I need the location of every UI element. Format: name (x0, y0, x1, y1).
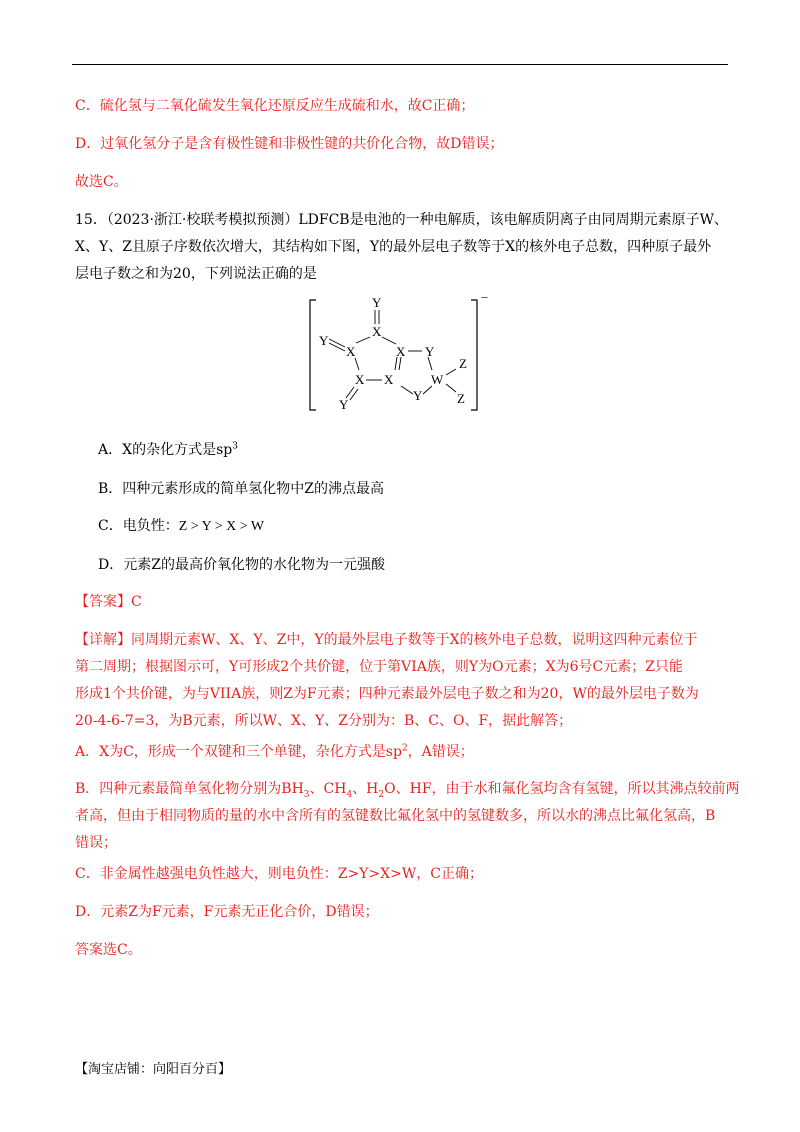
atom-y-ring-right: Y (425, 344, 435, 359)
explanation-option-b-line-3: 错误； (75, 835, 117, 851)
left-bracket (310, 300, 316, 410)
atom-z-upper: Z (459, 356, 467, 371)
atom-y-bottom-left: Y (339, 397, 349, 412)
prev-option-d-analysis: D．过氧化氢分子是含有极性键和非极性键的共价化合物，故D错误； (75, 136, 504, 152)
option-b: B．四种元素形成的简单氢化物中Z的沸点最高 (98, 481, 385, 497)
explanation-option-d: D．元素Z为F元素，F元素无正化合价，D错误； (75, 904, 379, 920)
header-rule (72, 64, 728, 65)
atom-x-right: X (396, 344, 406, 359)
atom-y-top: Y (372, 295, 382, 310)
explanation-line-2: 第二周期；根据图示可，Y可形成2个共价键，位于第VIA族，则Y为O元素；X为6号C元素；Z只能 (75, 659, 683, 675)
explanation-option-a: A．X为C，形成一个双键和三个单键，杂化方式是$sp^2$，A错误； (75, 743, 474, 760)
atom-z-lower: Z (457, 391, 465, 406)
charge-sign: − (481, 290, 489, 305)
atom-x-left: X (346, 344, 356, 359)
option-d: D．元素Z的最高价氧化物的水化物为一元强酸 (98, 557, 385, 573)
anion-structure-diagram (300, 290, 500, 415)
right-bracket (471, 300, 477, 410)
explanation-option-c: C．非金属性越强电负性越大，则电负性：Z>Y>X>W，C正确； (75, 866, 483, 882)
atom-x-bottom-right: X (384, 372, 394, 387)
question-line-1: 15．（2023·浙江·校联考模拟预测）LDFCB是电池的一种电解质，该电解质阴离子由同周期元素原子W、 (75, 212, 728, 228)
answer-label: 【答案】C (75, 594, 142, 610)
atom-w: W (431, 372, 444, 387)
explanation-option-b-line-2: 者高，但由于相同物质的量的水中含所有的氢键数比氟化氢中的氢键数多，所以水的沸点比氟化氢高，B (75, 808, 716, 824)
explanation-line-1: 【详解】同周期元素W、X、Y、Z中，Y的最外层电子数等于X的核外电子总数，说明这四种元素位于 (75, 632, 698, 648)
explanation-option-b-line-1: B．四种元素最简单氢化物分别为$BH_3$、$CH_4$、$H_2O$、HF，由于水和氟化氢均含有氢键，所以其沸点较前两 (75, 781, 740, 800)
question-line-2: X、Y、Z且原子序数依次增大，其结构如下图，Y的最外层电子数等于X的核外电子总数，四种原子最外 (75, 239, 712, 255)
atom-y-bottom: Y (413, 388, 423, 403)
question-line-3: 层电子数之和为20，下列说法正确的是 (75, 266, 317, 282)
explanation-conclusion: 答案选C。 (75, 942, 142, 958)
prev-option-c-analysis: C．硫化氢与二氧化硫发生氧化还原反应生成硫和水，故C正确； (75, 98, 475, 114)
atom-y-left: Y (319, 333, 329, 348)
atom-x-bottom-left: X (355, 372, 365, 387)
explanation-line-3: 形成1个共价键，为与VIIA族，则Z为F元素；四种元素最外层电子数之和为20，W的最外层电子数为 (75, 686, 699, 702)
option-a: A．X的杂化方式是$sp^3$ (98, 441, 238, 458)
explanation-line-4: 20-4-6-7=3，为B元素，所以W、X、Y、Z分别为：B、C、O、F，据此解答； (75, 713, 573, 729)
prev-answer-conclusion: 故选C。 (75, 174, 128, 190)
option-c: C．电负性：Z > Y > X > W (98, 518, 265, 534)
shop-footer: 【淘宝店铺：向阳百分百】 (75, 1062, 232, 1077)
atom-x-top: X (372, 324, 382, 339)
